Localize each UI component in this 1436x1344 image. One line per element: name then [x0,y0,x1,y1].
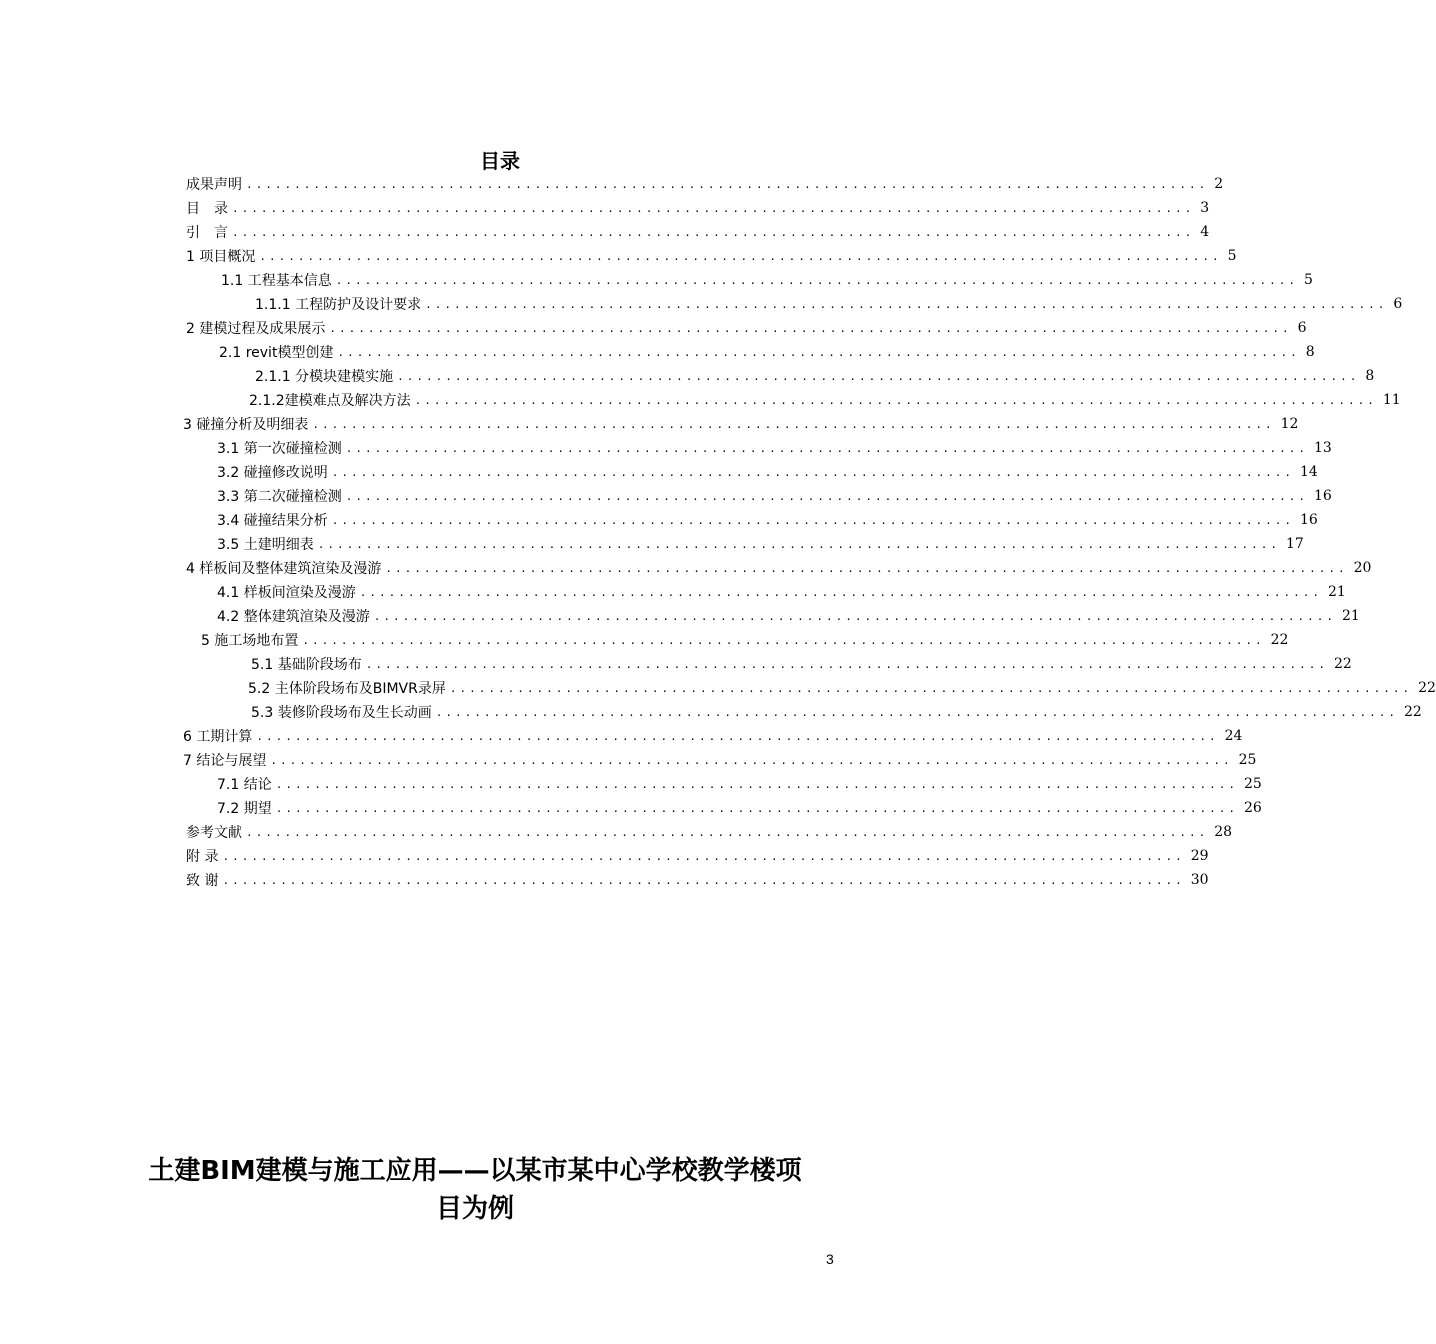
toc-entry-page: 30 [1190,872,1209,888]
toc-entry-label: 5.2 主体阶段场布及BIMVR录屏 [248,681,446,697]
toc-entry-page: 29 [1190,848,1209,864]
toc-entry-page: 8 [1305,344,1315,360]
toc-entry-page: 28 [1214,824,1233,840]
toc-entry[interactable] [186,244,1237,268]
toc-entry[interactable] [251,652,1352,676]
toc-entry-page: 25 [1243,776,1262,792]
toc-entry-page: 26 [1243,800,1262,816]
toc-entry-label: 3 碰撞分析及明细表 [183,417,309,433]
toc-dot-leader: .................................................................................................... [425,297,1388,311]
toc-entry[interactable] [186,172,1224,196]
toc-entry[interactable] [201,628,1289,652]
toc-entry-label: 1 项目概况 [186,249,256,265]
toc-dot-leader: .................................................................................................... [312,417,1275,431]
toc-entry[interactable] [217,532,1304,556]
toc-entry[interactable] [217,796,1262,820]
toc-entry-label: 7.1 结论 [217,777,272,793]
toc-entry[interactable] [217,460,1318,484]
toc-entry[interactable] [186,556,1372,580]
toc-heading: 目录 [480,149,520,173]
toc-entry-label: 5 施工场地布置 [201,633,299,649]
toc-entry[interactable] [219,340,1315,364]
toc-dot-leader: .................................................................................................... [256,729,1219,743]
toc-entry-page: 5 [1303,272,1313,288]
toc-entry[interactable] [183,724,1243,748]
toc-entry-label: 参考文献 [186,825,242,841]
toc-entry-label: 致 谢 [186,873,219,889]
toc-entry-page: 14 [1299,464,1318,480]
toc-dot-leader: .................................................................................................... [414,393,1377,407]
toc-entry-label: 7 结论与展望 [183,753,267,769]
toc-entry-label: 2 建模过程及成果展示 [186,321,326,337]
toc-entry-page: 6 [1393,296,1403,312]
toc-entry-page: 12 [1280,416,1299,432]
toc-entry-label: 目 录 [186,201,228,217]
toc-dot-leader: .................................................................................................... [373,609,1336,623]
toc-dot-leader: .................................................................................................... [345,489,1308,503]
toc-entry-label: 4.2 整体建筑渲染及漫游 [217,609,370,625]
toc-entry[interactable] [249,388,1401,412]
toc-dot-leader: .................................................................................................... [275,801,1238,815]
toc-entry[interactable] [217,436,1332,460]
toc-dot-leader: .................................................................................................... [329,321,1292,335]
toc-dot-leader: .................................................................................................... [246,825,1209,839]
toc-entry-page: 13 [1313,440,1332,456]
toc-entry[interactable] [217,580,1346,604]
toc-entry-label: 5.1 基础阶段场布 [251,657,362,673]
toc-dot-leader: .................................................................................................... [331,465,1294,479]
toc-dot-leader: .................................................................................................... [449,681,1413,695]
toc-entry-label: 3.5 土建明细表 [217,537,314,553]
toc-entry-page: 22 [1333,656,1352,672]
toc-entry-page: 5 [1227,248,1237,264]
toc-entry-page: 22 [1418,680,1436,696]
toc-dot-leader: .................................................................................................... [302,633,1265,647]
toc-entry-label: 6 工期计算 [183,729,253,745]
toc-entry-page: 3 [1200,200,1210,216]
toc-entry-page: 2 [1214,176,1224,192]
toc-entry[interactable] [217,484,1332,508]
toc-entry[interactable] [186,316,1307,340]
toc-entry-label: 7.2 期望 [217,801,272,817]
toc-dot-leader: .................................................................................................... [385,561,1348,575]
toc-entry-page: 16 [1313,488,1332,504]
document-title [110,1152,840,1228]
toc-dot-leader: .................................................................................................... [232,201,1195,215]
toc-entry-label: 1.1 工程基本信息 [221,273,332,289]
toc-entry-label: 2.1.1 分模块建模实施 [255,369,394,385]
toc-entry-label: 5.3 装修阶段场布及生长动画 [251,705,432,721]
toc-entry[interactable] [217,772,1262,796]
toc-entry-page: 21 [1327,584,1346,600]
toc-entry[interactable] [217,508,1318,532]
toc-entry[interactable] [183,748,1257,772]
toc-entry[interactable] [248,676,1436,700]
toc-entry[interactable] [186,220,1210,244]
toc-entry-label: 4 样板间及整体建筑渲染及漫游 [186,561,382,577]
toc-entry[interactable] [255,292,1403,316]
toc-entry-page: 8 [1365,368,1375,384]
document-title-line: 目为例 [435,1194,514,1224]
toc-entry-label: 引 言 [186,225,228,241]
toc-entry-page: 25 [1238,752,1257,768]
toc-entry[interactable] [217,604,1360,628]
toc-entry[interactable] [186,868,1209,892]
toc-entry[interactable] [186,820,1233,844]
toc-entry-label: 4.1 样板间渲染及漫游 [217,585,356,601]
toc-dot-leader: .................................................................................................... [337,345,1300,359]
toc-entry-label: 2.1 revit模型创建 [219,345,334,361]
toc-entry[interactable] [186,844,1209,868]
toc-entry-label: 3.2 碰撞修改说明 [217,465,328,481]
toc-entry-label: 3.4 碰撞结果分析 [217,513,328,529]
toc-entry-label: 2.1.2建模难点及解决方法 [249,393,411,409]
toc-entry-page: 16 [1299,512,1318,528]
toc-entry[interactable] [255,364,1375,388]
toc-dot-leader: .................................................................................................... [246,177,1209,191]
toc-dot-leader: .................................................................................................... [365,657,1328,671]
toc-entry-page: 22 [1270,632,1289,648]
toc-entry-label: 3.1 第一次碰撞检测 [217,441,342,457]
toc-entry[interactable] [221,268,1313,292]
toc-entry[interactable] [183,412,1299,436]
toc-entry-page: 6 [1297,320,1307,336]
toc-entry[interactable] [251,700,1422,724]
toc-dot-leader: .................................................................................................... [275,777,1238,791]
toc-entry-label: 成果声明 [186,177,242,193]
page-number: 3 [826,1251,834,1267]
toc-dot-leader: .................................................................................................... [222,849,1185,863]
toc-entry-page: 4 [1200,224,1210,240]
toc-entry-page: 17 [1285,536,1304,552]
toc-dot-leader: .................................................................................................... [270,753,1233,767]
toc-dot-leader: .................................................................................................... [359,585,1322,599]
toc-dot-leader: .................................................................................................... [317,537,1280,551]
toc-dot-leader: .................................................................................................... [397,369,1360,383]
toc-entry[interactable] [186,196,1210,220]
toc-entry-page: 21 [1341,608,1360,624]
toc-dot-leader: .................................................................................................... [222,873,1185,887]
toc-entry-label: 附 录 [186,849,219,865]
toc-dot-leader: .................................................................................................... [232,225,1195,239]
toc-entry-page: 24 [1224,728,1243,744]
toc-entry-page: 20 [1353,560,1372,576]
toc-entry-page: 22 [1403,704,1422,720]
toc-entry-label: 1.1.1 工程防护及设计要求 [255,297,422,313]
toc-entry-label: 3.3 第二次碰撞检测 [217,489,342,505]
toc-dot-leader: .................................................................................................... [331,513,1294,527]
toc-dot-leader: .................................................................................................... [345,441,1308,455]
document-title-line: 土建BIM建模与施工应用——以某市某中心学校教学楼项 [148,1156,802,1186]
toc-dot-leader: .................................................................................................... [435,705,1398,719]
toc-dot-leader: .................................................................................................... [335,273,1298,287]
toc-entry-page: 11 [1382,392,1401,408]
toc-dot-leader: .................................................................................................... [259,249,1222,263]
